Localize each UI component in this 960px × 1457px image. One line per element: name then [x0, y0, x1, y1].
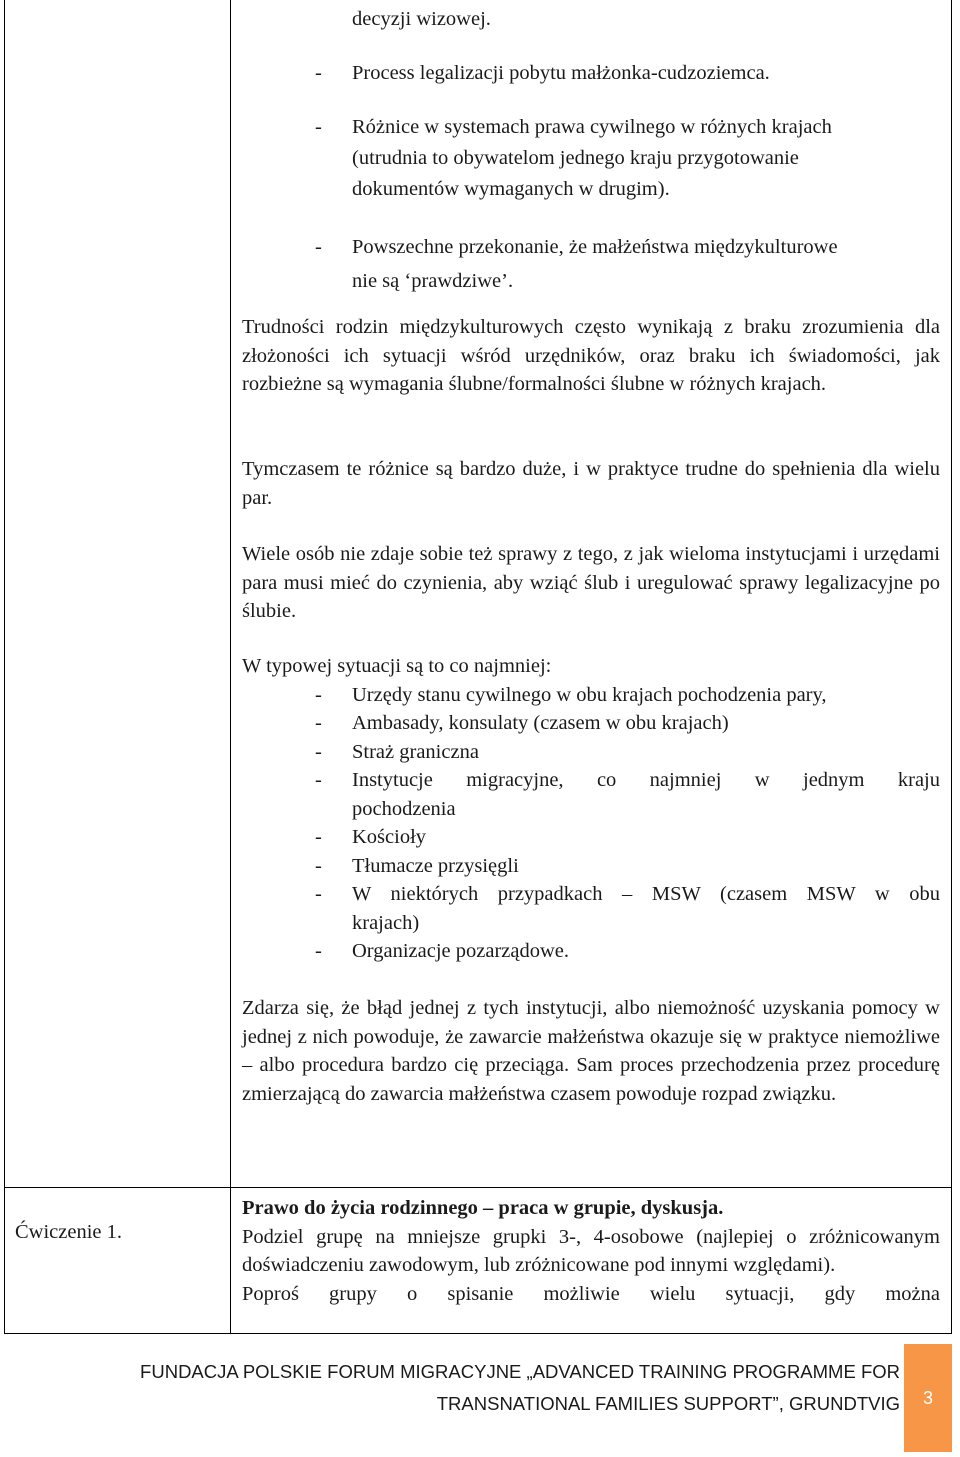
footer-line-2: TRANSNATIONAL FAMILIES SUPPORT”, GRUNDTVIG [436, 1393, 900, 1414]
paragraph-text: Zdarza się, że błąd jednej z tych instytucji, albo niemożność uzyskania pomocy w jednej z nich powoduje, że zawarcie małżeństwa okazuje się w praktyce niemożliwe – albo procedura bardzo cię przeciąga. Sam proces przechodzenia przez procedurę zmierzającą do zawarcia małżeństwa czasem powoduje rozpad związku. [242, 997, 940, 1105]
dash-marker: - [315, 854, 322, 877]
dash-marker: - [315, 883, 322, 905]
dash-marker: - [315, 826, 322, 848]
table-column-divider [230, 0, 231, 1334]
page-number: 3 [922, 1387, 933, 1408]
paragraph-4 [242, 994, 940, 1108]
exercise-content [242, 1194, 940, 1308]
table-bottom-border [4, 1333, 952, 1334]
exercise-last-line: Poproś grupy o spisanie możliwie wielu sytuacji, gdy można [242, 1282, 940, 1305]
list-item-text: Organizacje pozarządowe. [352, 940, 570, 962]
list-item-text: Straż graniczna [352, 740, 479, 763]
exercise-paragraph: Podziel grupę na mniejsze grupki 3-, 4-osobowe (najlepiej o zróżnicowanym doświadczeniu zawodowym, lub zróżnicowane pod innymi względami). [242, 1225, 940, 1276]
table-row-divider [4, 1187, 952, 1188]
dash-marker: - [315, 712, 322, 734]
list-item-text: krajach) [352, 911, 420, 934]
paragraph-1 [242, 313, 940, 399]
bullet-text: Process legalizacji pobytu małżonka-cudzoziemca. [352, 61, 770, 84]
dash-marker: - [315, 236, 322, 258]
bullet-text: decyzji wizowej. [352, 8, 491, 30]
bullet-line: (utrudnia to obywatelom jednego kraju przygotowanie [352, 147, 799, 169]
table-right-border [951, 0, 952, 1334]
dash-marker: - [315, 116, 322, 138]
dash-marker: - [315, 740, 322, 763]
list-item-text: Ambasady, konsulaty (czasem w obu krajach) [352, 712, 729, 734]
list-item [242, 738, 940, 767]
list-item [242, 766, 940, 823]
list-item [242, 880, 940, 937]
page-footer [110, 1356, 900, 1420]
bullet-line: Różnice w systemach prawa cywilnego w różnych krajach [352, 116, 832, 138]
list-item-text: pochodzenia [352, 797, 456, 820]
list-item [242, 681, 940, 710]
top-section [242, 5, 940, 298]
paragraph-text: Tymczasem te różnice są bardzo duże, i w praktyce trudne do spełnienia dla wielu par. [242, 458, 940, 509]
paragraph-3 [242, 540, 940, 626]
list-intro: W typowej sytuacji są to co najmniej: [242, 655, 552, 677]
bullet-item [242, 59, 940, 88]
bullet-continuation [242, 5, 940, 34]
bullet-line: nie są ‘prawdziwe’. [352, 270, 514, 292]
dash-marker: - [315, 940, 322, 962]
dash-marker: - [315, 61, 322, 84]
table-left-border [4, 0, 5, 1334]
list-item [242, 937, 940, 966]
paragraph-2 [242, 455, 940, 512]
page-number-box [904, 1344, 952, 1452]
paragraph-text: Wiele osób nie zdaje sobie też sprawy z tego, z jak wieloma instytucjami i urzędami para musi mieć do czynienia, aby wziąć ślub i uregulować sprawy legalizacyjne po ślubie. [242, 543, 940, 622]
paragraph-text: Trudności rodzin międzykulturowych często wynikają z braku zrozumienia dla złożoności ich sytuacji wśród urzędników, oraz braku ich świadomości, jak rozbieżne są wymagania ślubne/formalności ślubne w różnych krajach. [242, 316, 940, 395]
list-item-text: Tłumacze przysięgli [352, 854, 519, 877]
list-item-text: Urzędy stanu cywilnego w obu krajach pochodzenia pary, [352, 683, 827, 706]
list-item [242, 852, 940, 881]
bullet-line: dokumentów wymaganych w drugim). [352, 178, 670, 200]
list-item-text: Instytucje migracyjne, co najmniej w jednym kraju [352, 769, 940, 791]
dash-marker: - [315, 769, 322, 791]
exercise-label: Ćwiczenie 1. [15, 1221, 123, 1243]
exercise-title: Prawo do życia rodzinnego – praca w grupie, dyskusja. [242, 1197, 724, 1219]
bullet-line: Powszechne przekonanie, że małżeństwa międzykulturowe [352, 236, 838, 258]
list-item [242, 709, 940, 738]
footer-line-1: FUNDACJA POLSKIE FORUM MIGRACYJNE „ADVANCED TRAINING PROGRAMME FOR [140, 1361, 900, 1382]
bullet-item [242, 230, 940, 298]
bullet-item [242, 112, 940, 205]
institutions-list [242, 652, 940, 966]
list-item-text: Kościoły [352, 826, 427, 848]
list-item-text: W niektórych przypadkach – MSW (czasem MSW w obu [352, 883, 940, 905]
list-item [242, 823, 940, 852]
dash-marker: - [315, 683, 322, 706]
